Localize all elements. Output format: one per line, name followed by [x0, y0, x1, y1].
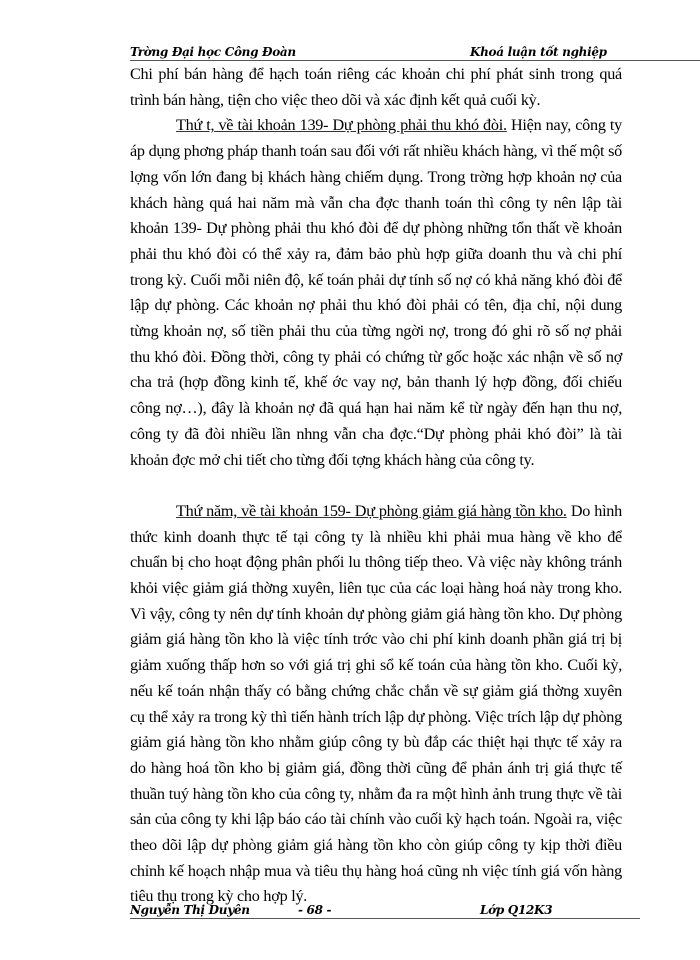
- paragraph-account-159-text: Do hình thức kinh doanh thực tế tại công ty là nhiều khi phải mua hàng về kho để chuẩn bị cho hoạt động phân phối lu thông tiếp theo. Và việc này không tránh khỏi việc giảm giá thờng xuyên, liên tục của các loại hàng hoá này trong kho. Vì vậy, công ty nên dự tính khoản dự phòng giảm giá hàng tồn kho. Dự phòng giảm giá hàng tồn kho là việc tính trớc vào chi phí kinh doanh phần giá trị bị giảm xuống thấp hơn so với giá trị ghi sổ kế toán của hàng tồn kho. Cuối kỳ, nếu kế toán nhận thấy có bằng chứng chắc chắn về sự giảm giá thờng xuyên cụ thể xảy ra trong kỳ thì tiến hành trích lập dự phòng. Việc trích lập dự phòng giảm giá hàng tồn kho nhằm giúp công ty bù đắp các thiệt hại thực tế xảy ra do hàng hoá tồn kho bị giảm giá, đồng thời cũng để phản ánh trị giá thực tế thuần tuý hàng tồn kho của công ty, nhằm đa ra một hình ảnh trung thực về tài sản của công ty khi lập báo cáo tài chính vào cuối kỳ hạch toán. Ngoài ra, việc theo dõi lập dự phòng giảm giá hàng tồn kho còn giúp công ty kịp thời điều chỉnh kế hoạch nhập mua và tiêu thụ hàng hoá cũng nh việc tính giá vốn hàng tiêu thụ trong kỳ cho hợp lý.: [130, 501, 622, 906]
- section-heading-account-159: Thứ năm, về tài khoản 159- Dự phòng giảm giá hàng tồn kho.: [176, 501, 567, 520]
- paragraph-account-139-text: Hiện nay, công ty áp dụng phơng pháp thanh toán sau đối với rất nhiều khách hàng, vì thế một số lợng vốn lớn đang bị khách hàng chiếm dụng. Trong trờng hợp khoản nợ của khách hàng quá hai năm mà vẫn cha đợc thanh toán thì công ty nên lập tài khoản 139- Dự phòng phải thu khó đòi để dự phòng những tổn thất về khoản phải thu khó đòi có thể xảy ra, đảm bảo phù hợp giữa doanh thu và chi phí trong kỳ. Cuối mỗi niên độ, kế toán phải dự tính số nợ có khả năng khó đòi để lập dự phòng. Các khoản nợ phải thu khó đòi phải có tên, địa chỉ, nội dung từng khoản nợ, số tiền phải thu của từng ngời nợ, trong đó ghi rõ số nợ phải thu khó đòi. Đồng thời, công ty phải có chứng từ gốc hoặc xác nhận về số nợ cha trả (hợp đồng kinh tế, khế ớc vay nợ, bản thanh lý hợp đồng, đối chiếu công nợ…), đây là khoản nợ đã quá hạn hai năm kể từ ngày đến hạn thu nợ, công ty đã đòi nhiều lần nhng vẫn cha đợc.“Dự phòng phải khó đòi” là tài khoản đợc mở chi tiết cho từng đối tợng khách hàng của công ty.: [130, 116, 623, 469]
- footer-page-number: - 68 -: [298, 903, 332, 917]
- paragraph-intro: Chi phí bán hàng để hạch toán riêng các khoản chi phí phát sinh trong quá trình bán hàng, tiện cho việc theo dõi và xác định kết quả cuối kỳ.: [130, 65, 622, 109]
- paragraph-account-139: [130, 113, 622, 473]
- page-header: [130, 43, 700, 61]
- header-university: Trờng Đại học Công Đoàn: [130, 45, 296, 59]
- footer-author: Nguyễn Thị Duyên: [130, 903, 250, 917]
- footer-class: Lớp Q12K3: [480, 903, 553, 917]
- paragraph-account-159: [130, 499, 622, 910]
- section-heading-account-139: Thứ t, về tài khoản 139- Dự phòng phải thu khó đòi.: [176, 116, 507, 135]
- page-footer: [130, 902, 640, 919]
- document-body: [130, 62, 622, 910]
- header-thesis-title: Khoá luận tốt nghiệp: [470, 45, 607, 59]
